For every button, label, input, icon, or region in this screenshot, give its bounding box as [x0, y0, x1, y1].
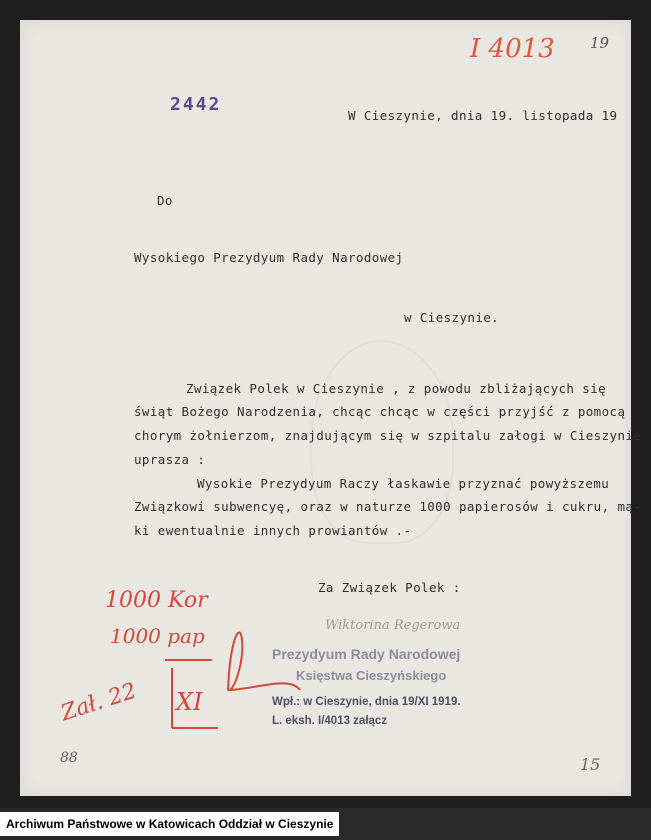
annotation-roman: XI [176, 688, 203, 716]
body-line-4: uprasza : [134, 452, 206, 467]
salutation-to: Do [157, 193, 173, 208]
document-number: 2442 [170, 94, 222, 115]
stamp-line-2: Księstwa Cieszyńskiego [296, 668, 447, 683]
stamp-line-1: Prezydyum Rady Narodowej [272, 646, 461, 662]
body-line-1: Związek Polek w Cieszynie , z powodu zbliżających się [186, 381, 607, 396]
page-number-annotation: 19 [590, 34, 610, 52]
stamp-received-date: Wpł.: w Cieszynie, dnia 19/XI 1919. [272, 696, 461, 708]
archive-footer: Archiwum Państwowe w Katowicach Oddział w Cieszynie [0, 812, 339, 836]
place-date: W Cieszynie, dnia 19. listopada 19 [348, 108, 618, 123]
corner-annotation-left: 88 [60, 750, 78, 766]
body-line-2: świąt Bożego Narodzenia, chcąc chcąc w części przyjść z pomocą [134, 404, 626, 419]
annotation-zal: Zał. 22 [58, 678, 140, 727]
signature: Wiktorina Regerowa [325, 618, 461, 633]
body-line-6: Związkowi subwencyę, oraz w naturze 1000 papierosów i cukru, mą- [134, 499, 642, 514]
reference-number-annotation: I 4013 [470, 34, 555, 64]
recipient-city: w Cieszynie. [404, 310, 500, 325]
body-line-5: Wysokie Prezydyum Raczy łaskawie przyznać powyższemu [197, 476, 610, 491]
body-line-7: ki ewentualnie innych prowiantów .- [134, 523, 412, 538]
annotation-papier: 1000 pap [110, 624, 205, 648]
recipient: Wysokiego Prezydyum Rady Narodowej [134, 250, 404, 265]
body-line-3: chorym żołnierzom, znajdującym się w szpitalu załogi w Cieszynie [134, 428, 642, 443]
corner-annotation-right: 15 [580, 755, 601, 774]
annotation-kor: 1000 Kor [105, 588, 208, 613]
stamp-ledger: L. eksh. I/4013 załącz [272, 715, 388, 727]
closing: Za Związek Polek : [318, 580, 461, 595]
